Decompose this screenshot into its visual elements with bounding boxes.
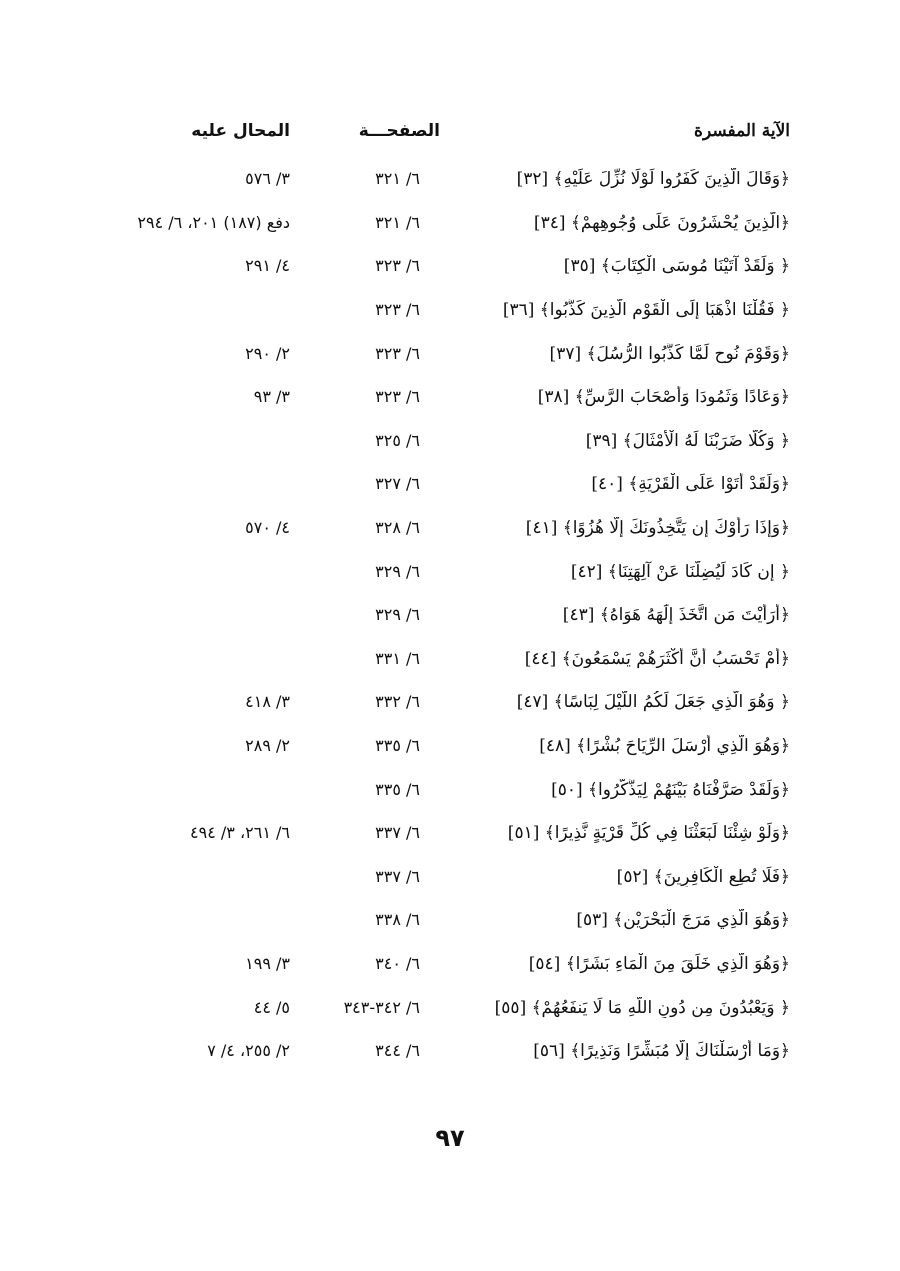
ayah-cell: ﴿ وَلَقَدْ آتَيْنَا مُوسَى الْكِتَابَ﴾ [٣٥]: [563, 256, 790, 277]
page-cell: ٦/ ٣٢٣: [375, 387, 420, 407]
table-row: [110, 157, 790, 201]
table-row: [110, 855, 790, 899]
table-row: [110, 506, 790, 550]
table-row: [110, 898, 790, 942]
page-cell: ٦/ ٣٣٥: [375, 779, 420, 799]
ref-cell: ٤/ ٥٧٠: [245, 518, 290, 538]
page-cell: ٦/ ٣٢٧: [375, 474, 420, 494]
ayah-cell: ﴿وَقَالَ الَّذِينَ كَفَرُوا لَوْلَا نُزِّلَ عَلَيْهِ﴾ [٣٢]: [516, 169, 790, 190]
ayah-cell: ﴿ وَكُلًّا ضَرَبْنَا لَهُ الْأَمْثَالَ﴾ [٣٩]: [585, 430, 790, 451]
ref-cell: ٣/ ٩٣: [253, 387, 290, 407]
table-row: [110, 985, 790, 1029]
table-row: [110, 419, 790, 463]
ayah-cell: ﴿وَإِذَا رَأَوْكَ إِن يَتَّخِذُونَكَ إِلَّا هُزُوًا﴾ [٤١]: [525, 518, 790, 539]
page-cell: ٦/ ٣٢١: [375, 212, 420, 232]
page-cell: ٦/ ٣٣٨: [375, 910, 420, 930]
ref-cell: ٢/ ٢٩٠: [245, 343, 290, 363]
ayah-cell: ﴿وَلَقَدْ صَرَّفْنَاهُ بَيْنَهُمْ لِيَذَّكَّرُوا﴾ [٥٠]: [551, 779, 790, 800]
page-cell: ٦/ ٣٣٧: [375, 823, 420, 843]
ref-cell: ٣/ ١٩٩: [245, 953, 290, 973]
page-cell: ٦/ ٣٤٤: [375, 1041, 420, 1061]
page-cell: ٦/ ٣٣٧: [375, 866, 420, 886]
ref-cell: دفع (١٨٧) ٢٠١، ٦/ ٢٩٤: [137, 212, 290, 232]
ref-cell: ٣/ ٤١٨: [245, 692, 290, 712]
ref-cell: ٢/ ٢٥٥، ٤/ ٧: [207, 1041, 290, 1061]
page-cell: ٦/ ٣٢٣: [375, 256, 420, 276]
table-row: [110, 375, 790, 419]
table-row: [110, 811, 790, 855]
header-page: الصفحـــة: [358, 121, 440, 141]
ref-cell: ٢/ ٢٨٩: [245, 736, 290, 756]
ayah-cell: ﴿أَرَأَيْتَ مَنِ اتَّخَذَ إِلَٰهَهُ هَوَاهُ﴾ [٤٣]: [562, 605, 790, 626]
page-cell: ٦/ ٣٤٠: [375, 953, 420, 973]
ayah-cell: ﴿أَمْ تَحْسَبُ أَنَّ أَكْثَرَهُمْ يَسْمَعُونَ﴾ [٤٤]: [524, 648, 790, 669]
page-cell: ٦/ ٣٣٢: [375, 692, 420, 712]
table-row: [110, 244, 790, 288]
page-cell: ٦/ ٣٣٥: [375, 736, 420, 756]
ayah-cell: ﴿ فَقُلْنَا اذْهَبَا إِلَى الْقَوْمِ الَّذِينَ كَذَّبُوا﴾ [٣٦]: [502, 300, 790, 321]
page-cell: ٦/ ٣٢٨: [375, 518, 420, 538]
table-row: [110, 288, 790, 332]
table-row: [110, 462, 790, 506]
ayah-cell: ﴿وَلَوْ شِئْنَا لَبَعَثْنَا فِي كُلِّ قَرْيَةٍ نَّذِيرًا﴾ [٥١]: [507, 823, 790, 844]
table-row: [110, 593, 790, 637]
header-ayah: الآية المفسرة: [694, 121, 790, 141]
ayah-cell: ﴿فَلَا تُطِعِ الْكَافِرِينَ﴾ [٥٢]: [616, 866, 790, 887]
ayah-cell: ﴿وَهُوَ الَّذِي أَرْسَلَ الرِّيَاحَ بُشْرًا﴾ [٤٨]: [539, 736, 790, 757]
table-body: [110, 157, 790, 1072]
page-number: ٩٧: [435, 1124, 465, 1152]
ayah-cell: ﴿الَّذِينَ يُحْشَرُونَ عَلَى وُجُوهِهِمْ﴾ [٣٤]: [533, 212, 790, 233]
page-cell: ٦/ ٣٢١: [375, 169, 420, 189]
page-cell: ٦/ ٣٢٩: [375, 605, 420, 625]
table-row: [110, 1029, 790, 1073]
ref-cell: ٣/ ٥٧٦: [245, 169, 290, 189]
ref-cell: ٥/ ٤٤: [253, 997, 290, 1017]
table-row: [110, 724, 790, 768]
ref-cell: ٦/ ٢٦١، ٣/ ٤٩٤: [190, 823, 290, 843]
ayah-cell: ﴿ إِن كَادَ لَيُضِلُّنَا عَنْ آلِهَتِنَا﴾ [٤٢]: [570, 561, 790, 582]
page-cell: ٦/ ٣٢٩: [375, 561, 420, 581]
ayah-cell: ﴿وَعَادًا وَثَمُودَا وَأَصْحَابَ الرَّسِّ﴾ [٣٨]: [537, 387, 790, 408]
table-row: [110, 767, 790, 811]
table-row: [110, 201, 790, 245]
ayah-cell: ﴿وَهُوَ الَّذِي مَرَجَ الْبَحْرَيْنِ﴾ [٥٣]: [576, 910, 790, 931]
ayah-cell: ﴿وَهُوَ الَّذِي خَلَقَ مِنَ الْمَاءِ بَشَرًا﴾ [٥٤]: [528, 953, 790, 974]
ayah-cell: ﴿ وَيَعْبُدُونَ مِن دُونِ اللَّهِ مَا لَا يَنفَعُهُمْ﴾ [٥٥]: [494, 997, 790, 1018]
table-row: [110, 549, 790, 593]
ayah-cell: ﴿وَلَقَدْ أَتَوْا عَلَى الْقَرْيَةِ﴾ [٤٠]: [591, 474, 790, 495]
page-cell: ٦/ ٣٢٥: [375, 430, 420, 450]
page-cell: ٦/ ٣٣١: [375, 648, 420, 668]
page-cell: ٦/ ٣٢٣: [375, 300, 420, 320]
ayah-cell: ﴿وَقَوْمَ نُوحٍ لَمَّا كَذَّبُوا الرُّسُلَ﴾ [٣٧]: [549, 343, 790, 364]
table-row: [110, 680, 790, 724]
page-cell: ٦/ ٣٤٢-٣٤٣: [343, 997, 420, 1017]
ayah-cell: ﴿ وَهُوَ الَّذِي جَعَلَ لَكُمُ اللَّيْلَ لِبَاسًا﴾ [٤٧]: [516, 692, 790, 713]
table-row: [110, 942, 790, 986]
table-header: [110, 118, 790, 144]
table-row: [110, 331, 790, 375]
table-row: [110, 637, 790, 681]
index-table: [110, 118, 790, 1072]
page-cell: ٦/ ٣٢٣: [375, 343, 420, 363]
ayah-cell: ﴿وَمَا أَرْسَلْنَاكَ إِلَّا مُبَشِّرًا وَنَذِيرًا﴾ [٥٦]: [533, 1041, 790, 1062]
ref-cell: ٤/ ٢٩١: [245, 256, 290, 276]
header-ref: المحال عليه: [191, 121, 290, 141]
